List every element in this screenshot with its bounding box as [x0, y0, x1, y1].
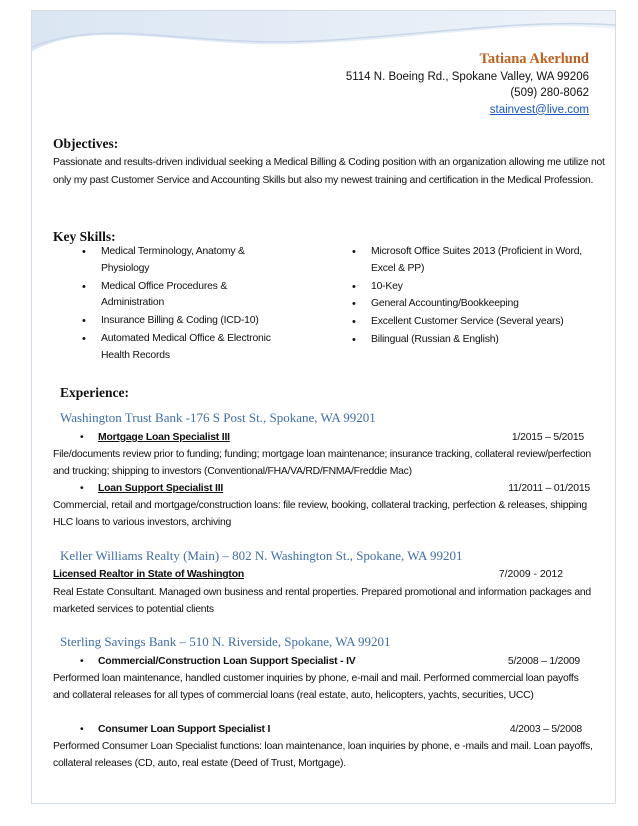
role-title: Loan Support Specialist III — [98, 483, 224, 494]
list-item: • Medical Terminology, Anatomy & Physiology — [72, 244, 292, 278]
list-item: • Medical Office Procedures & Administration — [72, 279, 292, 313]
candidate-name: Tatiana Akerlund — [479, 51, 589, 67]
skills-left-list — [72, 244, 292, 366]
role-description: File/documents review prior to funding; funding; mortgage loan maintenance; insurance tracking, collateral review/perfection and trucking; shipping to investors (Conventional/FHA/VA/RD/FNMA/Freddie Mac) — [53, 449, 591, 477]
bullet-icon: • — [80, 724, 84, 735]
role-dates: 4/2003 – 5/2008 — [509, 724, 582, 735]
skills-heading: Key Skills: — [53, 229, 116, 244]
skills-right-list — [342, 244, 582, 350]
phone: (509) 280-8062 — [510, 87, 589, 99]
role-title: Consumer Loan Support Specialist I — [98, 724, 271, 735]
role-title: Commercial/Construction Loan Support Specialist - IV — [98, 656, 356, 667]
email-link[interactable]: stainvest@live.com — [489, 103, 589, 116]
list-item: • 10-Key — [342, 279, 582, 296]
company-name: Washington Trust Bank -176 S Post St., Spokane, WA 99201 — [60, 410, 376, 425]
company-name: Keller Williams Realty (Main) – 802 N. Washington St., Spokane, WA 99201 — [60, 548, 463, 563]
company-name: Sterling Savings Bank – 510 N. Riverside, Spokane, WA 99201 — [60, 634, 391, 649]
experience-heading: Experience: — [60, 385, 129, 400]
contact-header — [346, 51, 589, 118]
objectives-text: Passionate and results-driven individual seeking a Medical Billing & Coding position with an organization allowing me utilize not only my past Customer Service and Accounting Skills but also my newest training and certification in the Medical Profession. — [53, 157, 605, 186]
role-description: Real Estate Consultant. Managed own business and rental properties. Prepared promotional and information packages and marketed services to potential clients — [53, 587, 591, 615]
bullet-icon: • — [80, 432, 84, 443]
list-item: • General Accounting/Bookkeeping — [342, 296, 582, 313]
resume-page — [31, 10, 616, 804]
address: 5114 N. Boeing Rd., Spokane Valley, WA 99206 — [345, 70, 589, 83]
list-item: • Insurance Billing & Coding (ICD-10) — [72, 313, 292, 330]
list-item: • Microsoft Office Suites 2013 (Proficient in Word, Excel & PP) — [342, 244, 582, 278]
list-item: • Automated Medical Office & Electronic Health Records — [72, 331, 292, 365]
role-description: Performed loan maintenance, handled customer inquiries by phone, e-mail and mail. Performed commercial loan payoffs and collateral releases for all types of commercial loans (real estate, auto, helicopters, yachts, securities, UCC) — [53, 673, 579, 701]
role-dates: 1/2015 – 5/2015 — [511, 432, 584, 443]
bullet-icon: • — [80, 656, 84, 667]
role-description: Commercial, retail and mortgage/construction loans: file review, booking, collateral tracking, perfection & releases, shipping HLC loans to various investors, archiving — [53, 500, 587, 528]
list-item: • Excellent Customer Service (Several years) — [342, 314, 582, 331]
role-title: Licensed Realtor in State of Washington — [53, 569, 244, 580]
list-item: • Bilingual (Russian & English) — [342, 332, 582, 349]
role-dates: 7/2009 - 2012 — [498, 569, 563, 580]
role-dates: 11/2011 – 01/2015 — [508, 483, 590, 494]
objectives-heading: Objectives: — [53, 136, 119, 151]
role-title: Mortgage Loan Specialist III — [98, 432, 230, 443]
role-dates: 5/2008 – 1/2009 — [507, 656, 580, 667]
bullet-icon: • — [80, 483, 84, 494]
role-description: Performed Consumer Loan Specialist functions: loan maintenance, loan inquiries by phone, e -mails and mail. Loan payoffs, collateral releases (CD, auto, real estate (Deed of Trust, Mortgage). — [53, 741, 593, 769]
